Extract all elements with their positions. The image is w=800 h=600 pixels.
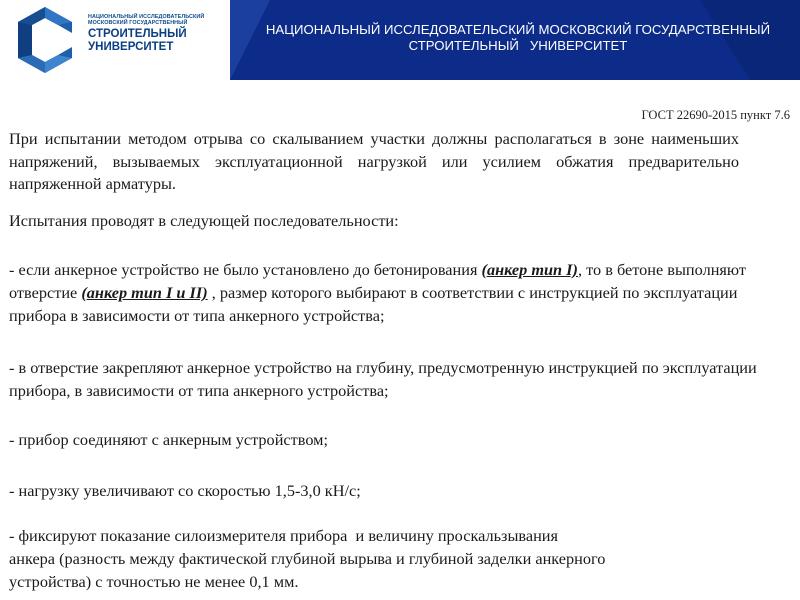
list-item: - нагрузку увеличивают со скоростью 1,5-3,0 кН/с; <box>9 481 361 500</box>
banner-title <box>248 22 788 54</box>
list-item-line: анкера (разность между фактической глубиной вырыва и глубиной заделки анкерного <box>9 549 606 568</box>
highlighted-term: (анкер тип I и II) <box>81 283 208 302</box>
list-item-text: - если анкерное устройство не было установлено до бетонирования <box>9 260 482 279</box>
intro-paragraph: При испытании методом отрыва со скалыванием участки должны располагаться в зоне наименьших напряжений, вызываемых эксплуатационной нагрузкой или усилием обжатия предварительно напряженной арматуры. <box>9 129 739 193</box>
list-item-line: - фиксируют показание силоизмерителя прибора и величину проскальзывания <box>9 526 559 545</box>
list-item <box>9 524 794 593</box>
list-item-text: , то в бетоне выполняют отверстие <box>9 260 746 302</box>
sequence-title: Испытания проводят в следующей последовательности: <box>9 211 399 230</box>
header-banner <box>230 0 800 80</box>
list-item: - в отверстие закрепляют анкерное устройство на глубину, предусмотренную инструкцией по эксплуатации прибора, в зависимости от типа анкерного устройства; <box>9 358 757 400</box>
logo-title-line: СТРОИТЕЛЬНЫЙ <box>88 28 187 41</box>
logo-title-line: УНИВЕРСИТЕТ <box>88 40 174 53</box>
highlighted-term: (анкер тип I) <box>481 260 578 279</box>
list-item-line: устройства) с точностью не менее 0,1 мм. <box>9 572 299 591</box>
standard-reference: ГОСТ 22690-2015 пункт 7.6 <box>641 108 790 122</box>
logo-subtitle-line: МОСКОВСКИЙ ГОСУДАРСТВЕННЫЙ <box>88 20 188 27</box>
list-item: - прибор соединяют с анкерным устройством; <box>9 430 328 449</box>
banner-title-line: НАЦИОНАЛЬНЫЙ ИССЛЕДОВАТЕЛЬСКИЙ МОСКОВСКИЙ ГОСУДАРСТВЕННЫЙ <box>265 22 771 37</box>
list-item-text: , размер которого выбирают в соответствии с инструкцией по эксплуатации прибора в зависимости от типа анкерного устройства; <box>9 283 738 325</box>
header <box>0 0 800 85</box>
list-item <box>9 258 794 327</box>
university-logo-icon <box>10 5 80 75</box>
logo-subtitle-line: НАЦИОНАЛЬНЫЙ ИССЛЕДОВАТЕЛЬСКИЙ <box>88 14 205 20</box>
banner-title-line: СТРОИТЕЛЬНЫЙ УНИВЕРСИТЕТ <box>408 38 628 53</box>
logo-text <box>88 14 223 53</box>
